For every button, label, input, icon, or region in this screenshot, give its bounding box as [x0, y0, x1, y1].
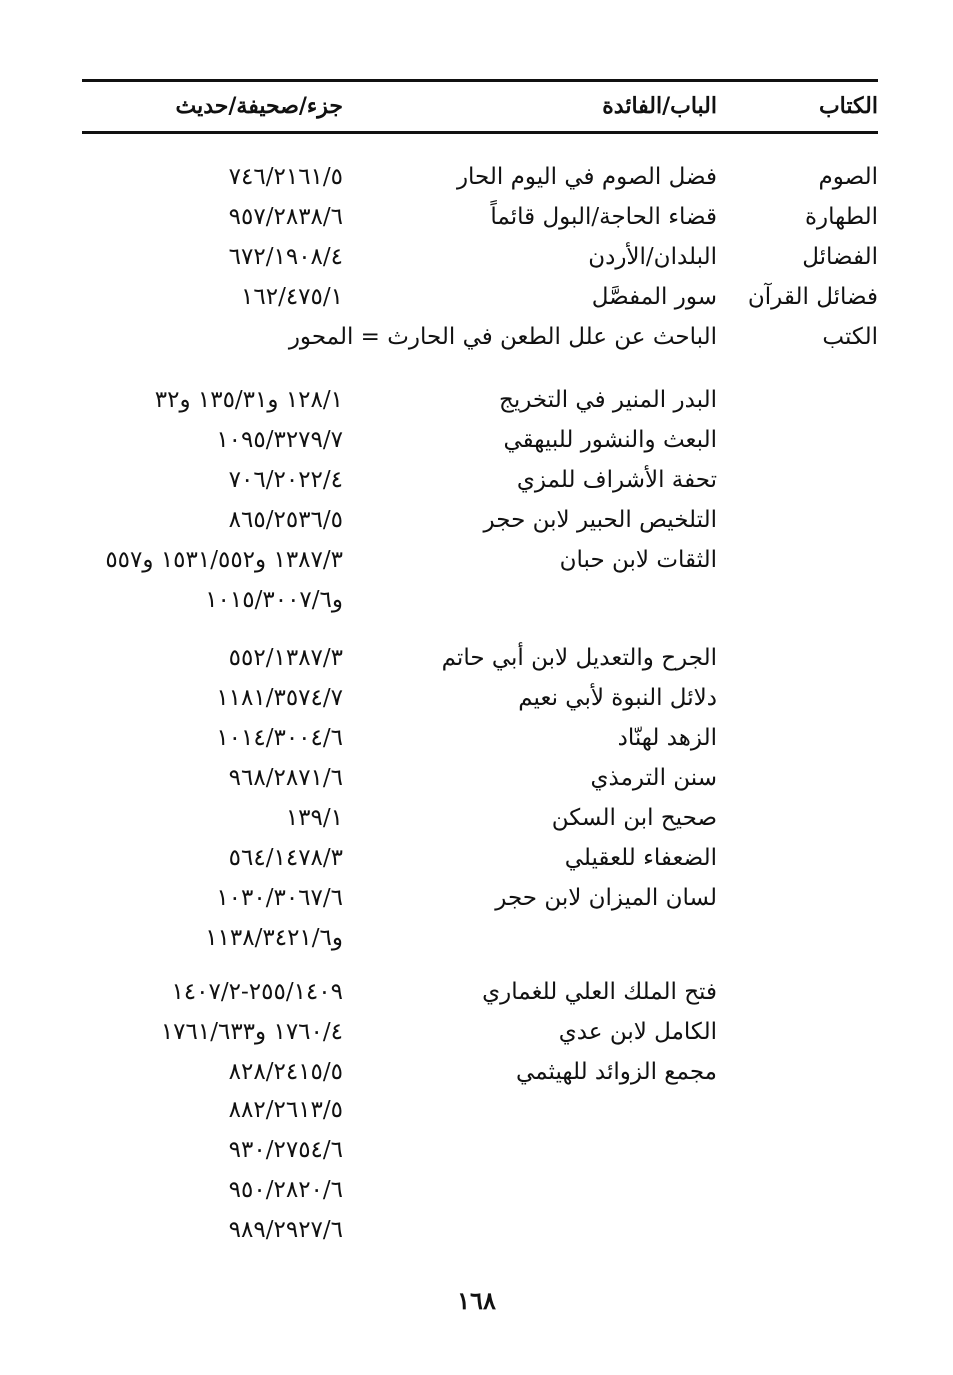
- row-topic: الجرح والتعديل لابن أبي حاتم: [441, 645, 717, 671]
- row-ref: ٢٥٥/١٤٠٩-١٤٠٧/٢: [171, 979, 343, 1005]
- top-rule: [82, 79, 878, 82]
- row-ref: ١٠٩٥/٣٢٧٩/٧: [216, 427, 343, 453]
- row-topic: البدر المنير في التخريج: [498, 387, 717, 413]
- row-ref: ١٢٨/١ و١٣٥/٣١ و٣٢: [154, 387, 343, 413]
- row-ref: ٩٥٧/٢٨٣٨/٦: [228, 204, 343, 230]
- row-topic: فتح الملك العلي للغماري: [482, 979, 717, 1005]
- row-topic: الكامل لابن عدي: [558, 1019, 717, 1045]
- row-book: الطهارة: [804, 204, 878, 230]
- row-topic: البلدان/الأردن: [588, 244, 717, 270]
- header-rule: [82, 131, 878, 134]
- table-row: [0, 878, 953, 918]
- table-row: [0, 157, 953, 197]
- row-ref: ٩٦٨/٢٨٧١/٦: [228, 765, 343, 791]
- row-topic: فضل الصوم في اليوم الحار: [456, 164, 717, 190]
- table-row: [0, 420, 953, 460]
- header-book: الكتاب: [818, 93, 878, 119]
- table-row: [0, 638, 953, 678]
- row-ref: و١٠١٥/٣٠٠٧/٦: [205, 587, 343, 613]
- row-topic: سنن الترمذي: [590, 765, 717, 791]
- table-row: [0, 972, 953, 1012]
- row-topic: تحفة الأشراف للمزي: [516, 467, 717, 493]
- row-ref: ١٧٦٠/٤ و١٧٦١/٦٣٣: [160, 1019, 343, 1045]
- table-row: [0, 317, 953, 357]
- table-row: [0, 718, 953, 758]
- row-topic: الزهد لهنّاد: [617, 725, 717, 751]
- table-row: [0, 237, 953, 277]
- table-row: [0, 838, 953, 878]
- table-row: [0, 380, 953, 420]
- row-book: فضائل القرآن: [747, 284, 878, 310]
- row-ref: ٧٠٦/٢٠٢٢/٤: [228, 467, 343, 493]
- row-topic: الباحث عن علل الطعن في الحارث = المحور: [288, 324, 717, 350]
- row-ref: ٨٦٥/٢٥٣٦/٥: [228, 507, 343, 533]
- table-header: [0, 86, 953, 126]
- row-topic: مجمع الزوائد للهيثمي: [516, 1059, 717, 1085]
- table-row: [0, 1170, 953, 1210]
- table-row: [0, 277, 953, 317]
- row-book: الكتب: [822, 324, 878, 350]
- row-ref: ١٣٩/١: [285, 805, 343, 831]
- row-topic: الضعفاء للعقيلي: [564, 845, 717, 871]
- table-row: [0, 500, 953, 540]
- table-row: [0, 460, 953, 500]
- row-ref: ١٠١٤/٣٠٠٤/٦: [216, 725, 343, 751]
- row-ref: و١١٣٨/٣٤٢١/٦: [205, 925, 343, 951]
- header-ref: جزء/صحيفة/حديث: [175, 93, 343, 119]
- row-ref: ٥٦٤/١٤٧٨/٣: [228, 845, 343, 871]
- row-ref: ٦٧٢/١٩٠٨/٤: [228, 244, 343, 270]
- row-topic: التلخيص الحبير لابن حجر: [483, 507, 717, 533]
- row-ref: ٨٨٢/٢٦١٣/٥: [228, 1097, 343, 1123]
- row-ref: ٥٥٢/١٣٨٧/٣: [228, 645, 343, 671]
- page-number: ١٦٨: [457, 1286, 496, 1315]
- row-topic: لسان الميزان لابن حجر: [495, 885, 717, 911]
- table-row: [0, 758, 953, 798]
- row-book: الفضائل: [802, 244, 878, 270]
- table-row: [0, 1012, 953, 1052]
- row-ref: ٩٨٩/٢٩٢٧/٦: [228, 1217, 343, 1243]
- row-ref: ١١٨١/٣٥٧٤/٧: [216, 685, 343, 711]
- row-ref: ١٠٣٠/٣٠٦٧/٦: [216, 885, 343, 911]
- table-row: [0, 540, 953, 580]
- table-row: [0, 918, 953, 958]
- row-ref: ١٦٢/٤٧٥/١: [241, 284, 343, 310]
- row-book: الصوم: [818, 164, 878, 190]
- row-ref: ٨٢٨/٢٤١٥/٥: [228, 1059, 343, 1085]
- row-topic: سور المفصَّل: [591, 284, 717, 310]
- table-row: [0, 678, 953, 718]
- table-row: [0, 1052, 953, 1092]
- row-ref: ١٣٨٧/٣ و١٥٣١/٥٥٢ و٥٥٧: [105, 547, 343, 573]
- row-ref: ٩٣٠/٢٧٥٤/٦: [228, 1137, 343, 1163]
- row-ref: ٧٤٦/٢١٦١/٥: [228, 164, 343, 190]
- row-ref: ٩٥٠/٢٨٢٠/٦: [228, 1177, 343, 1203]
- table-row: [0, 580, 953, 620]
- table-row: [0, 197, 953, 237]
- row-topic: البعث والنشور للبيهقي: [503, 427, 717, 453]
- row-topic: صحيح ابن السكن: [551, 805, 717, 831]
- row-topic: دلائل النبوة لأبي نعيم: [518, 685, 717, 711]
- header-topic: الباب/الفائدة: [602, 93, 717, 119]
- table-row: [0, 1130, 953, 1170]
- table-row: [0, 1090, 953, 1130]
- row-topic: الثقات لابن حبان: [559, 547, 717, 573]
- table-row: [0, 1210, 953, 1250]
- table-row: [0, 798, 953, 838]
- row-topic: قضاء الحاجة/البول قائماً: [490, 204, 717, 230]
